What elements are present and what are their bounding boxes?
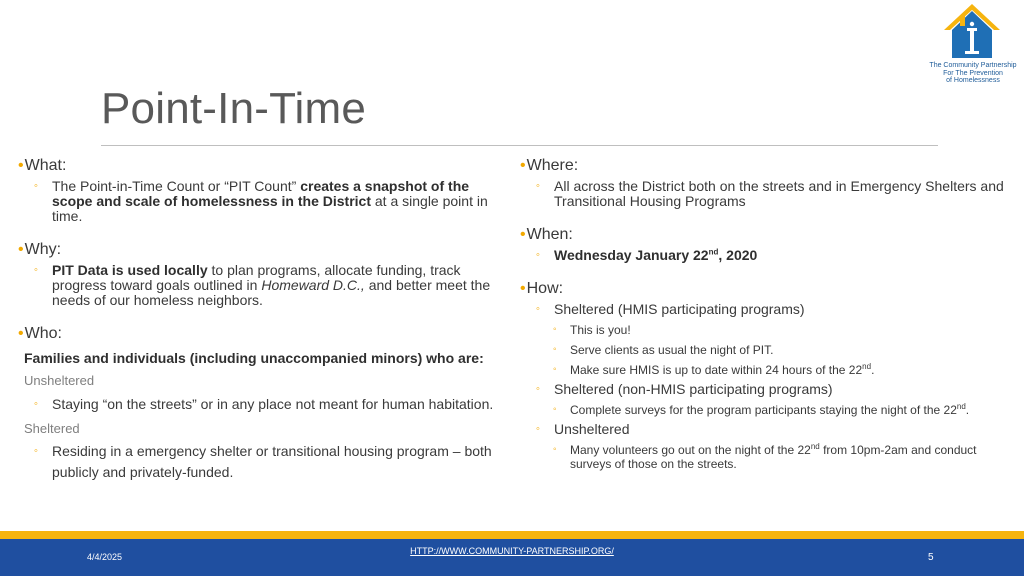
when-heading: •When: <box>520 226 573 243</box>
footer-accent-bar <box>0 531 1024 539</box>
circle-bullet-icon: ◦ <box>553 444 557 455</box>
what-heading: •What: <box>18 157 67 174</box>
how-sheltered-non-hmis: ◦ Sheltered (non-HMIS participating programs) <box>536 381 833 397</box>
bullet-dot-icon: • <box>18 241 24 258</box>
circle-bullet-icon: ◦ <box>34 180 38 192</box>
logo-line-2: For The Prevention <box>943 69 1003 77</box>
who-families: Families and individuals (including unaccompanied minors) who are: <box>24 350 484 366</box>
bullet-dot-icon: • <box>520 226 526 243</box>
where-heading: •Where: <box>520 157 579 174</box>
how-unsheltered: ◦ Unsheltered <box>536 421 630 437</box>
circle-bullet-icon: ◦ <box>536 249 540 261</box>
how-heading: •How: <box>520 280 564 297</box>
logo-line-3: of Homelessness <box>946 77 1000 84</box>
circle-bullet-icon: ◦ <box>536 423 540 435</box>
logo-line-1: The Community Partnership <box>929 62 1017 69</box>
who-heading: •Who: <box>18 325 62 342</box>
footer-bar <box>0 539 1024 576</box>
unsheltered-label: Unsheltered <box>24 373 95 388</box>
circle-bullet-icon: ◦ <box>553 364 557 375</box>
circle-bullet-icon: ◦ <box>34 264 38 276</box>
circle-bullet-icon: ◦ <box>34 398 38 410</box>
title-divider <box>101 145 938 146</box>
left-column <box>18 156 496 483</box>
page-title: Point-In-Time <box>101 84 367 133</box>
how-s2a: ◦ Complete surveys for the program participants staying the night of the 22nd. <box>553 402 970 417</box>
why-text: ◦ PIT Data is used locally to plan programs, allocate funding, track progress toward goals outlined in Homeward D.C., and better meet the needs of our homeless neighbors. <box>34 262 491 308</box>
logo-text <box>922 62 1024 85</box>
circle-bullet-icon: ◦ <box>536 303 540 315</box>
right-column <box>520 156 1010 471</box>
sheltered-text: ◦ Residing in a emergency shelter or transitional housing program – both publicly and privately-funded. <box>34 443 492 480</box>
page-number: 5 <box>928 552 934 563</box>
where-text: ◦ All across the District both on the streets and in Emergency Shelters and Transitional Housing Programs <box>536 178 1004 209</box>
circle-bullet-icon: ◦ <box>536 383 540 395</box>
footer-date: 4/4/2025 <box>87 552 123 562</box>
bullet-dot-icon: • <box>18 157 24 174</box>
bullet-dot-icon: • <box>18 325 24 342</box>
footer-url-link[interactable]: HTTP://WWW.COMMUNITY-PARTNERSHIP.ORG/ <box>410 546 614 556</box>
sheltered-label: Sheltered <box>24 421 80 436</box>
why-heading: •Why: <box>18 241 62 258</box>
how-sheltered-hmis: ◦ Sheltered (HMIS participating programs) <box>536 301 805 317</box>
bullet-dot-icon: • <box>520 157 526 174</box>
how-s1c: ◦ Make sure HMIS is up to date within 24 hours of the 22nd. <box>553 362 875 377</box>
unsheltered-text: ◦ Staying “on the streets” or in any place not meant for human habitation. <box>18 394 496 415</box>
what-text: ◦ The Point-in-Time Count or “PIT Count” creates a snapshot of the scope and scale of homelessness in the District at a single point in time. <box>34 178 488 224</box>
circle-bullet-icon: ◦ <box>553 404 557 415</box>
when-text: ◦ Wednesday January 22nd, 2020 <box>536 247 758 263</box>
how-s1a: ◦ This is you! <box>553 323 631 337</box>
circle-bullet-icon: ◦ <box>553 344 557 355</box>
how-s1b: ◦ Serve clients as usual the night of PIT. <box>553 343 774 357</box>
how-s3a: ◦ Many volunteers go out on the night of the 22nd from 10pm-2am and conduct surveys of those on the streets. <box>553 442 977 471</box>
circle-bullet-icon: ◦ <box>536 180 540 192</box>
circle-bullet-icon: ◦ <box>553 324 557 335</box>
circle-bullet-icon: ◦ <box>34 445 38 457</box>
bullet-dot-icon: • <box>520 280 526 297</box>
